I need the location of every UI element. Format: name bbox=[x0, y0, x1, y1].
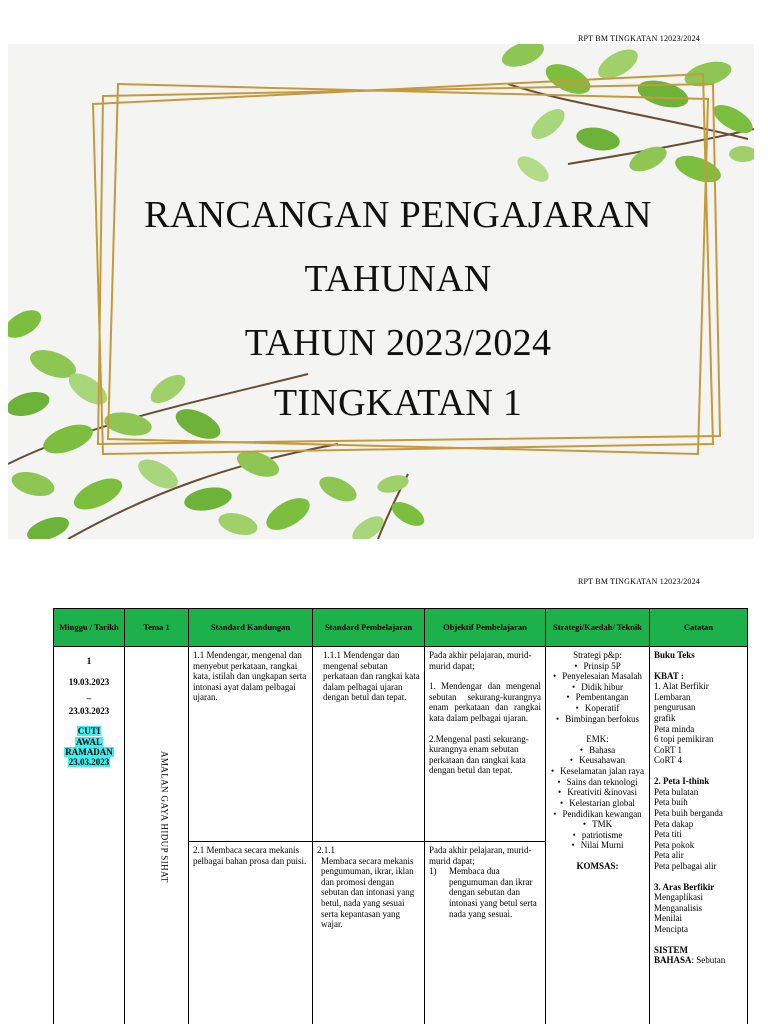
list-item: • Keselamatan jalan raya bbox=[550, 766, 645, 777]
list-item: • Pendidikan kewangan bbox=[550, 809, 645, 820]
list-item: Menganalisis bbox=[654, 902, 702, 913]
cover-title-line-1: RANCANGAN PENGAJARAN bbox=[144, 194, 652, 236]
list-item: Peta titi bbox=[654, 829, 682, 840]
list-item: • TMK bbox=[550, 819, 645, 830]
pembelajaran-code: 2.1.1 bbox=[317, 845, 335, 855]
list-item: Mencipta bbox=[654, 924, 688, 935]
cover-page bbox=[8, 44, 754, 539]
sistem-label: SISTEM bbox=[654, 944, 689, 955]
objektif-intro: Pada akhir pelajaran, murid-murid dapat; bbox=[429, 845, 532, 866]
col-header-minggu: Minggu / Tarikh bbox=[54, 609, 125, 647]
list-item: • Bahasa bbox=[550, 745, 645, 756]
objektif-item: 1. Mendengar dan mengenal sebutan sekurang-kurangnya enam perkataan dan rangkai kata dalam pelbagai ujaran. bbox=[429, 681, 541, 724]
buku-teks-label: Buku Teks bbox=[654, 650, 695, 660]
objektif-item: Membaca dua pengumuman dan ikrar dengan sebutan dan intonasi yang betul serta nada yang sesuai. bbox=[449, 866, 537, 919]
pembelajaran-text: 1.1.1 Mendengar dan mengenal sebutan perkataan dan rangkai kata dalam pelbagai ujaran dengan betul dan tepat. bbox=[323, 650, 420, 703]
list-item: Menilai bbox=[654, 913, 682, 924]
col-header-tema: Tema 1 bbox=[125, 609, 189, 647]
list-item: • Didik hibur bbox=[550, 682, 645, 693]
pembelajaran-cell bbox=[313, 647, 425, 842]
col-header-standard-pembelajaran: Standard Pembelajaran bbox=[313, 609, 425, 647]
rpt-table bbox=[53, 608, 748, 1024]
list-item: • Bimbingan berfokus bbox=[550, 714, 645, 725]
list-item: Mengaplikasi bbox=[654, 892, 703, 903]
col-header-standard-kandungan: Standard Kandungan bbox=[189, 609, 313, 647]
page-header: RPT BM TINGKATAN 12023/2024 bbox=[577, 34, 700, 43]
kandungan-cell bbox=[189, 842, 313, 1024]
bahasa-label: BAHASA bbox=[654, 955, 692, 966]
list-item: 6 topi pemikiran bbox=[654, 734, 714, 745]
pembelajaran-text: Membaca secara mekanis pengumuman, ikrar, iklan dan promosi dengan sebutan dan intonasi yang betul, nada yang sesuai serta kepantasan yang wajar. bbox=[321, 855, 415, 930]
list-item: Lembaran bbox=[654, 691, 691, 702]
table-row bbox=[54, 647, 748, 842]
kandungan-cell bbox=[189, 647, 313, 842]
objektif-intro: Pada akhir pelajaran, murid-murid dapat; bbox=[429, 650, 532, 671]
list-item: Peta alir bbox=[654, 850, 684, 861]
list-item: Peta dakap bbox=[654, 818, 694, 829]
ithink-label: 2. Peta I-think bbox=[654, 776, 710, 787]
cover-title-line-2: TAHUNAN bbox=[304, 258, 492, 300]
cover-title-line-4: TINGKATAN 1 bbox=[273, 382, 523, 424]
cuti-date: 23.03.2023 bbox=[68, 757, 110, 768]
list-item: CoRT 4 bbox=[654, 755, 683, 766]
kbat-label: KBAT : bbox=[654, 670, 684, 681]
list-item: • Pembentangan bbox=[550, 692, 645, 703]
objektif-number: 1) bbox=[429, 866, 437, 877]
list-item: • Koperatif bbox=[550, 703, 645, 714]
kandungan-text: 1.1 Mendengar, mengenal dan menyebut perkataan, rangkai kata, istilah dan ungkapan serta intonasi ayat dalam pelbagai ujaran. bbox=[193, 650, 307, 703]
date-dash: – bbox=[86, 693, 92, 704]
tema-cell bbox=[125, 647, 189, 1024]
aras-label: 3. Aras Berfikir bbox=[654, 881, 715, 892]
pembelajaran-cell bbox=[313, 842, 425, 1024]
table-header-row bbox=[54, 609, 748, 647]
objektif-cell bbox=[425, 842, 546, 1024]
kandungan-text: 2.1 Membaca secara mekanis pelbagai bahan prosa dan puisi. bbox=[193, 845, 307, 866]
list-item: • Kelestarian global bbox=[550, 798, 645, 809]
strategi-title: Strategi p&p: bbox=[573, 650, 622, 660]
objektif-item: 2.Mengenal pasti sekurang-kurangnya enam sebutan perkataan dan rangkai kata dengan betul dan tepat. bbox=[429, 733, 529, 776]
minggu-cell bbox=[54, 647, 125, 1024]
list-item: Peta buih berganda bbox=[654, 807, 723, 818]
komsas-label: KOMSAS: bbox=[576, 860, 619, 871]
list-item: Peta buih bbox=[654, 797, 688, 808]
list-item: • Penyelesaian Masalah bbox=[550, 671, 645, 682]
leaf-cluster-top-right-icon bbox=[499, 44, 754, 188]
col-header-strategi: Strategi/Kaedah/ Teknik bbox=[546, 609, 650, 647]
cuti-label: CUTI bbox=[77, 726, 101, 737]
list-item: 1. Alat Berfikir bbox=[654, 681, 709, 692]
col-header-objektif: Objektif Pembelajaran bbox=[425, 609, 546, 647]
col-header-catatan: Catatan bbox=[650, 609, 748, 647]
start-date: 19.03.2023 bbox=[68, 676, 110, 687]
list-item: Peta minda bbox=[654, 723, 695, 734]
list-item: Peta pokok bbox=[654, 839, 695, 850]
list-item: • Kreativiti &inovasi bbox=[550, 787, 645, 798]
sebutan-text: : Sebutan bbox=[691, 955, 726, 966]
page-header: RPT BM TINGKATAN 12023/2024 bbox=[577, 577, 700, 586]
tema-text: AMALAN GAYA HIDUP SIHAT bbox=[159, 751, 170, 883]
list-item: • Keusahawan bbox=[550, 755, 645, 766]
list-item: grafik bbox=[654, 713, 676, 724]
list-item: CoRT 1 bbox=[654, 744, 683, 755]
list-item: pengurusan bbox=[654, 702, 696, 713]
cuti-label: AWAL bbox=[75, 736, 102, 747]
cover-title-line-3: TAHUN 2023/2024 bbox=[244, 322, 552, 364]
strategi-cell bbox=[546, 647, 650, 1024]
list-item: • Sains dan teknologi bbox=[550, 777, 645, 788]
cuti-label: RAMADAN bbox=[65, 747, 113, 758]
list-item: • patriotisme bbox=[550, 830, 645, 841]
catatan-cell bbox=[650, 647, 748, 1024]
objektif-cell bbox=[425, 647, 546, 842]
list-item: Peta bulatan bbox=[654, 786, 699, 797]
list-item: • Prinsip 5P bbox=[550, 661, 645, 672]
emk-title: EMK: bbox=[586, 734, 609, 745]
end-date: 23.03.2023 bbox=[68, 705, 110, 716]
list-item: • Nilai Murni bbox=[550, 840, 645, 851]
week-number: 1 bbox=[86, 656, 92, 666]
list-item: Peta pelbagai alir bbox=[654, 860, 717, 871]
